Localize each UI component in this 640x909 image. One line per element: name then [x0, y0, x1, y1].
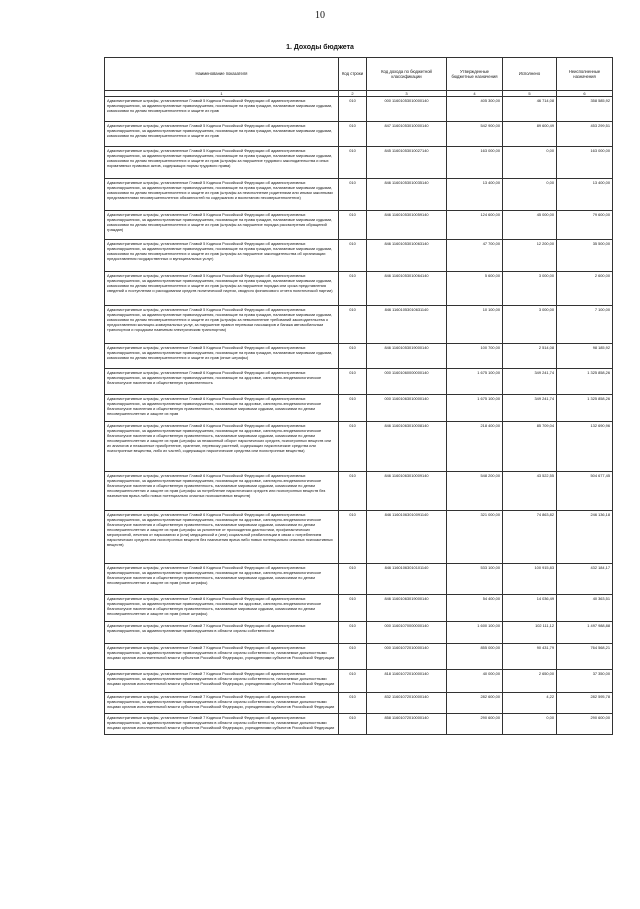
unexecuted-amount: 13 400,00: [557, 179, 613, 211]
approved-amount: 54 400,00: [447, 595, 503, 622]
header-approved: Утвержденные бюджетные назначения: [447, 58, 503, 91]
income-code: 846 11601063010091140: [367, 511, 447, 564]
row-name: Административные штрафы, установленные Главой 5 Кодекса Российской Федерации об административных правонарушениях, за административные правонарушения, посягающие на права граждан, налагаемые мировыми судьями, комиссиями по делам несовершеннолетних и защите их прав (штрафы за нарушение законодательства об организации предоставления государственных и муниципальных услуг): [105, 240, 339, 272]
page-number: 10: [315, 10, 325, 21]
header-executed: Исполнено: [503, 58, 557, 91]
row-name: Административные штрафы, установленные Главой 5 Кодекса Российской Федерации об административных правонарушениях, за административные правонарушения, посягающие на права граждан, налагаемые мировыми судьями, комиссиями по делам несовершеннолетних и защите их прав: [105, 122, 339, 147]
approved-amount: 1 675 100,00: [447, 395, 503, 422]
row-code: 010: [339, 644, 367, 670]
unexecuted-amount: 40 363,51: [557, 595, 613, 622]
header-income-code: Код дохода по бюджетной классификации: [367, 58, 447, 91]
table-row: [105, 595, 613, 622]
approved-amount: 47 700,00: [447, 240, 503, 272]
table-row: [105, 670, 613, 693]
row-code: 010: [339, 595, 367, 622]
income-code: 000 11601053010000140: [367, 97, 447, 122]
table-row: [105, 122, 613, 147]
row-name: Административные штрафы, установленные Главой 6 Кодекса Российской Федерации об административных правонарушениях, за административные правонарушения, посягающие на здоровье, санитарно-эпидемиологическое благополучие населения и общественную нравственность, налагаемые мировыми судьями, комиссиями по делам несовершеннолетних и защите их прав: [105, 395, 339, 422]
approved-amount: 533 100,00: [447, 564, 503, 595]
executed-amount: 45 000,00: [503, 211, 557, 240]
row-name: Административные штрафы, установленные Главой 7 Кодекса Российской Федерации об административных правонарушениях, за административные правонарушения в области охраны собственности, налагаемые должностными лицами органов исполнительной власти субъектов Российской Федерации, учреждениями субъектов Российской Федерации: [105, 714, 339, 735]
row-code: 010: [339, 240, 367, 272]
row-name: Административные штрафы, установленные Главой 5 Кодекса Российской Федерации об административных правонарушениях, за административные правонарушения, посягающие на права граждан, налагаемые мировыми судьями, комиссиями по делам несовершеннолетних и защите их прав (иные штрафы): [105, 344, 339, 369]
row-code: 010: [339, 147, 367, 179]
document-title: 1. Доходы бюджета: [286, 44, 354, 51]
executed-amount: 85 709,04: [503, 422, 557, 472]
row-code: 010: [339, 714, 367, 735]
income-code: 847 11601053010000140: [367, 122, 447, 147]
row-code: 010: [339, 670, 367, 693]
unexecuted-amount: 7 100,00: [557, 306, 613, 344]
executed-amount: 102 111,12: [503, 622, 557, 644]
table-row: [105, 306, 613, 344]
row-name: Административные штрафы, установленные Главой 5 Кодекса Российской Федерации об административных правонарушениях, за административные правонарушения, посягающие на права граждан, налагаемые мировыми судьями, комиссиями по делам несовершеннолетних и защите их прав (штрафы за нарушение трудового законодательства и иных нормативных правовых актов, содержащих нормы трудового права): [105, 147, 339, 179]
unexecuted-amount: 163 000,00: [557, 147, 613, 179]
table-row: [105, 622, 613, 644]
income-code: 846 11601063019000140: [367, 595, 447, 622]
row-name: Административные штрафы, установленные Главой 7 Кодекса Российской Федерации об административных правонарушениях, за административные правонарушения в области охраны собственности, налагаемые должностными лицами органов исполнительной власти субъектов Российской Федерации, учреждениями субъектов Российской Федерации: [105, 644, 339, 670]
income-code: 846 11601053010631140: [367, 306, 447, 344]
row-name: Административные штрафы, установленные Главой 6 Кодекса Российской Федерации об административных правонарушениях, за административные правонарушения, посягающие на здоровье, санитарно-эпидемиологическое благополучие населения и общественную нравственность, налагаемые мировыми судьями, комиссиями по делам несовершеннолетних и защите их прав (иные штрафы): [105, 595, 339, 622]
unexecuted-amount: 504 677,45: [557, 472, 613, 511]
executed-amount: 3 000,00: [503, 306, 557, 344]
executed-amount: 43 522,55: [503, 472, 557, 511]
row-code: 010: [339, 179, 367, 211]
row-code: 010: [339, 622, 367, 644]
table-row: [105, 564, 613, 595]
table-row: [105, 693, 613, 714]
approved-amount: 1 600 100,00: [447, 622, 503, 644]
row-code: 010: [339, 369, 367, 395]
executed-amount: 2 650,00: [503, 670, 557, 693]
column-number: 1: [105, 91, 339, 97]
approved-amount: 124 600,00: [447, 211, 503, 240]
row-code: 010: [339, 272, 367, 306]
row-name: Административные штрафы, установленные Главой 5 Кодекса Российской Федерации об административных правонарушениях, за административные правонарушения, посягающие на права граждан, налагаемые мировыми судьями, комиссиями по делам несовершеннолетних и защите их прав (штрафы за невыполнение требований законодательства о предоставлении жилищно-коммунальных услуг, за нарушение правил перевозки пассажиров и багажа автомобильным транспортом и городским наземным электрическим транспортом): [105, 306, 339, 344]
approved-amount: 218 400,00: [447, 422, 503, 472]
unexecuted-amount: 37 350,00: [557, 670, 613, 693]
table-row: [105, 511, 613, 564]
executed-amount: 46 714,08: [503, 97, 557, 122]
table-row: [105, 714, 613, 735]
table-header-row: [105, 58, 613, 91]
approved-amount: 282 600,00: [447, 693, 503, 714]
table-row: [105, 272, 613, 306]
unexecuted-amount: 282 595,78: [557, 693, 613, 714]
approved-amount: 548 200,00: [447, 472, 503, 511]
column-number: 6: [557, 91, 613, 97]
row-code: 010: [339, 472, 367, 511]
header-unexecuted: Неисполненные назначения: [557, 58, 613, 91]
revenue-table: [104, 57, 613, 735]
row-name: Административные штрафы, установленные Главой 7 Кодекса Российской Федерации об административных правонарушениях, за административные правонарушения в области охраны собственности: [105, 622, 339, 644]
approved-amount: 5 600,00: [447, 272, 503, 306]
executed-amount: 90 431,79: [503, 644, 557, 670]
income-code: 858 11601072010000140: [367, 714, 447, 735]
income-code: 000 11601060000000140: [367, 369, 447, 395]
income-code: 000 11601070000000140: [367, 622, 447, 644]
row-name: Административные штрафы, установленные Главой 5 Кодекса Российской Федерации об административных правонарушениях, за административные правонарушения, посягающие на права граждан, налагаемые мировыми судьями, комиссиями по делам несовершеннолетних и защите их прав (штрафы за неисполнение родителями или иными законными представителями несовершеннолетних обязанностей по содержанию и воспитанию несовершеннолетних): [105, 179, 339, 211]
executed-amount: 2 514,08: [503, 344, 557, 369]
table-row: [105, 344, 613, 369]
row-code: 010: [339, 122, 367, 147]
table-row: [105, 240, 613, 272]
approved-amount: 405 300,00: [447, 97, 503, 122]
income-code: 818 11601072010000140: [367, 670, 447, 693]
row-code: 010: [339, 211, 367, 240]
income-code: 846 11601053010064140: [367, 272, 447, 306]
table-row: [105, 147, 613, 179]
approved-amount: 1 675 100,00: [447, 369, 503, 395]
row-name: Административные штрафы, установленные Главой 6 Кодекса Российской Федерации об административных правонарушениях, за административные правонарушения, посягающие на здоровье, санитарно-эпидемиологическое благополучие населения и общественную нравственность: [105, 369, 339, 395]
table-row: [105, 369, 613, 395]
income-code: 846 11601053010063140: [367, 240, 447, 272]
unexecuted-amount: 35 500,00: [557, 240, 613, 272]
income-code: 000 11601072010000140: [367, 644, 447, 670]
row-code: 010: [339, 306, 367, 344]
row-name: Административные штрафы, установленные Главой 5 Кодекса Российской Федерации об административных правонарушениях, за административные правонарушения, посягающие на права граждан, налагаемые мировыми судьями, комиссиями по делам несовершеннолетних и защите их прав (штрафы за нарушение порядка рассмотрения обращений граждан): [105, 211, 339, 240]
row-code: 010: [339, 564, 367, 595]
unexecuted-amount: 453 299,51: [557, 122, 613, 147]
row-name: Административные штрафы, установленные Главой 5 Кодекса Российской Федерации об административных правонарушениях, за административные правонарушения, посягающие на права граждан, налагаемые мировыми судьями, комиссиями по делам несовершеннолетних и защите их прав: [105, 97, 339, 122]
approved-amount: 290 600,00: [447, 714, 503, 735]
executed-amount: 0,00: [503, 179, 557, 211]
unexecuted-amount: 2 600,00: [557, 272, 613, 306]
executed-amount: 74 863,82: [503, 511, 557, 564]
approved-amount: 163 000,00: [447, 147, 503, 179]
executed-amount: 3 000,00: [503, 272, 557, 306]
unexecuted-amount: 290 600,00: [557, 714, 613, 735]
income-code: 845 11601053010027140: [367, 147, 447, 179]
income-code: 846 11601053010059140: [367, 211, 447, 240]
income-code: 846 11601053010035140: [367, 179, 447, 211]
income-code: 832 11601072010000140: [367, 693, 447, 714]
row-code: 010: [339, 344, 367, 369]
approved-amount: 542 900,00: [447, 122, 503, 147]
column-number: 2: [339, 91, 367, 97]
executed-amount: 349 241,74: [503, 369, 557, 395]
unexecuted-amount: 1 325 858,26: [557, 369, 613, 395]
unexecuted-amount: 246 136,18: [557, 511, 613, 564]
row-name: Административные штрафы, установленные Главой 6 Кодекса Российской Федерации об административных правонарушениях, за административные правонарушения, посягающие на здоровье, санитарно-эпидемиологическое благополучие населения и общественную нравственность, налагаемые мировыми судьями, комиссиями по делам несовершеннолетних и защите их прав (штрафы за уклонение от прохождения диагностики, профилактических мероприятий, лечения от наркомании и (или) медицинской и (или) социальной реабилитации в связи с потреблением наркотических средств или психотропных веществ без назначения врача либо новых потенциально опасных психоактивных веществ): [105, 511, 339, 564]
approved-amount: 855 000,00: [447, 644, 503, 670]
row-code: 010: [339, 395, 367, 422]
executed-amount: 4,22: [503, 693, 557, 714]
income-code: 846 11601063010009140: [367, 472, 447, 511]
unexecuted-amount: 132 690,96: [557, 422, 613, 472]
row-code: 010: [339, 97, 367, 122]
income-code: 846 11601063010008140: [367, 422, 447, 472]
unexecuted-amount: 1 325 858,26: [557, 395, 613, 422]
table-row: [105, 211, 613, 240]
income-code: 846 11601053019000140: [367, 344, 447, 369]
executed-amount: 89 600,49: [503, 122, 557, 147]
column-number: 4: [447, 91, 503, 97]
executed-amount: 0,00: [503, 147, 557, 179]
row-name: Административные штрафы, установленные Главой 6 Кодекса Российской Федерации об административных правонарушениях, за административные правонарушения, посягающие на здоровье, санитарно-эпидемиологическое благополучие населения и общественную нравственность, налагаемые мировыми судьями, комиссиями по делам несовершеннолетних и защите их прав (штрафы за потребление наркотических средств или психотропных веществ без назначения врача либо новых потенциально опасных психоактивных веществ): [105, 472, 339, 511]
header-name: Наименование показателя: [105, 58, 339, 91]
table-row: [105, 644, 613, 670]
executed-amount: 100 915,83: [503, 564, 557, 595]
unexecuted-amount: 98 185,92: [557, 344, 613, 369]
row-code: 010: [339, 693, 367, 714]
approved-amount: 40 000,00: [447, 670, 503, 693]
executed-amount: 12 200,00: [503, 240, 557, 272]
row-name: Административные штрафы, установленные Главой 7 Кодекса Российской Федерации об административных правонарушениях, за административные правонарушения в области охраны собственности, налагаемые должностными лицами органов исполнительной власти субъектов Российской Федерации, учреждениями субъектов Российской Федерации: [105, 670, 339, 693]
unexecuted-amount: 432 184,17: [557, 564, 613, 595]
row-name: Административные штрафы, установленные Главой 5 Кодекса Российской Федерации об административных правонарушениях, за административные правонарушения, посягающие на права граждан, налагаемые мировыми судьями, комиссиями по делам несовершеннолетних и защите их прав (штрафы за нарушение порядка или срока представления сведений о поступлении и расходовании средств политической партии, сводного финансового отчета политической партии): [105, 272, 339, 306]
table-row: [105, 179, 613, 211]
approved-amount: 10 100,00: [447, 306, 503, 344]
table-row: [105, 472, 613, 511]
executed-amount: 14 036,49: [503, 595, 557, 622]
unexecuted-amount: 79 600,00: [557, 211, 613, 240]
approved-amount: 13 400,00: [447, 179, 503, 211]
column-number: 3: [367, 91, 447, 97]
executed-amount: 349 241,74: [503, 395, 557, 422]
header-row-code: Код строки: [339, 58, 367, 91]
income-code: 846 11601063010101140: [367, 564, 447, 595]
row-name: Административные штрафы, установленные Главой 6 Кодекса Российской Федерации об административных правонарушениях, за административные правонарушения, посягающие на здоровье, санитарно-эпидемиологическое благополучие населения и общественную нравственность, налагаемые мировыми судьями, комиссиями по делам несовершеннолетних и защите их прав (иные штрафы): [105, 564, 339, 595]
unexecuted-amount: 764 568,21: [557, 644, 613, 670]
income-code: 000 11601063010000140: [367, 395, 447, 422]
row-name: Административные штрафы, установленные Главой 6 Кодекса Российской Федерации об административных правонарушениях, за административные правонарушения, посягающие на здоровье, санитарно-эпидемиологическое благополучие населения и общественную нравственность, налагаемые мировыми судьями, комиссиями по делам несовершеннолетних и защите их прав (штрафы за незаконный оборот наркотических средств, психотропных веществ или их аналогов и незаконные приобретение, хранение, перевозку растений, содержащих наркотические средства или психотропные вещества, либо их частей, содержащих наркотические средства или психотропные вещества): [105, 422, 339, 472]
row-code: 010: [339, 511, 367, 564]
row-code: 010: [339, 422, 367, 472]
executed-amount: 0,00: [503, 714, 557, 735]
unexecuted-amount: 1 497 988,88: [557, 622, 613, 644]
unexecuted-amount: 358 585,92: [557, 97, 613, 122]
table-row: [105, 422, 613, 472]
approved-amount: 100 700,00: [447, 344, 503, 369]
approved-amount: 321 000,00: [447, 511, 503, 564]
column-number: 5: [503, 91, 557, 97]
table-row: [105, 395, 613, 422]
row-name: Административные штрафы, установленные Главой 7 Кодекса Российской Федерации об административных правонарушениях, за административные правонарушения в области охраны собственности, налагаемые должностными лицами органов исполнительной власти субъектов Российской Федерации, учреждениями субъектов Российской Федерации: [105, 693, 339, 714]
table-row: [105, 97, 613, 122]
